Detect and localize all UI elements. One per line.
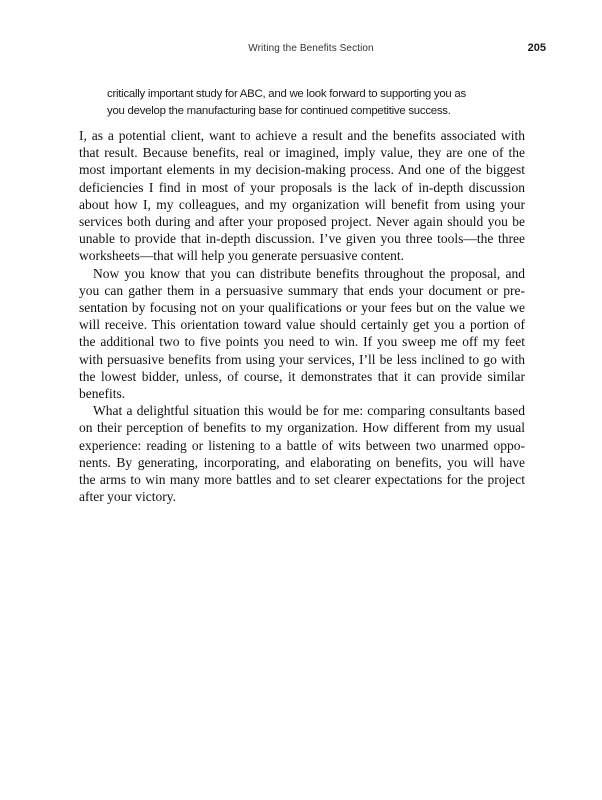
paragraph-line: about how I, my colleagues, and my organization will benefit from using your [79,196,525,212]
paragraph-line: What a delightful situation this would be for me: comparing consultants based [93,403,525,419]
paragraph-line: sentation by focusing not on your qualifications or your fees but on the value we [79,300,525,316]
page-number: 205 [527,42,546,54]
paragraph-line: I, as a potential client, want to achieve a result and the benefits associated with [79,128,525,143]
body-text [79,127,525,505]
paragraph-line: after your victory. [79,489,176,505]
example-quote-block [107,86,527,119]
paragraph-line: most important elements in my decision-making process. And one of the biggest [79,162,525,178]
paragraph-line: will receive. This orientation toward value should certainly get you a portion of [79,317,525,333]
paragraph-line: the arms to win many more battles and to set clearer expectations for the project [79,472,525,488]
paragraph-line: deficiencies I find in most of your proposals is the lack of in-depth discussion [79,179,525,195]
quote-line: critically important study for ABC, and we look forward to supporting you as [107,88,466,100]
quote-line: you develop the manufacturing base for continued competitive success. [107,104,451,117]
paragraph-line: unable to provide that in-depth discussion. I’ve given you three tools—the three [79,231,525,247]
paragraph-line: worksheets—that will help you generate persuasive content. [79,248,405,264]
paragraph-line: the lowest bidder, unless, of course, it demonstrates that it can provide similar [79,368,525,384]
paragraph-line: Now you know that you can distribute benefits throughout the proposal, and [93,265,525,281]
paragraph-line: experience: reading or listening to a battle of wits between two unarmed oppo- [79,437,525,453]
paragraph-1 [79,127,525,265]
paragraph-line: that result. Because benefits, real or imagined, imply value, they are one of the [79,145,525,161]
paragraph-line: you can gather them in a persuasive summary that ends your document or pre- [79,282,525,298]
paragraph-line: nents. By generating, incorporating, and elaborating on benefits, you will have [79,454,525,470]
paragraph-3 [79,402,525,505]
paragraph-line: with persuasive benefits from using your services, I’ll be less inclined to go with [79,351,525,367]
paragraph-line: the additional two to five points you need to win. If you sweep me off my feet [79,334,525,350]
paragraph-line: on their perception of benefits to my organization. How different from my usual [79,420,525,436]
paragraph-2 [79,265,525,403]
paragraph-line: services both during and after your proposed project. Never again should you be [79,214,525,230]
running-head: Writing the Benefits Section [248,43,374,54]
page-header [0,43,602,57]
paragraph-line: benefits. [79,386,126,402]
